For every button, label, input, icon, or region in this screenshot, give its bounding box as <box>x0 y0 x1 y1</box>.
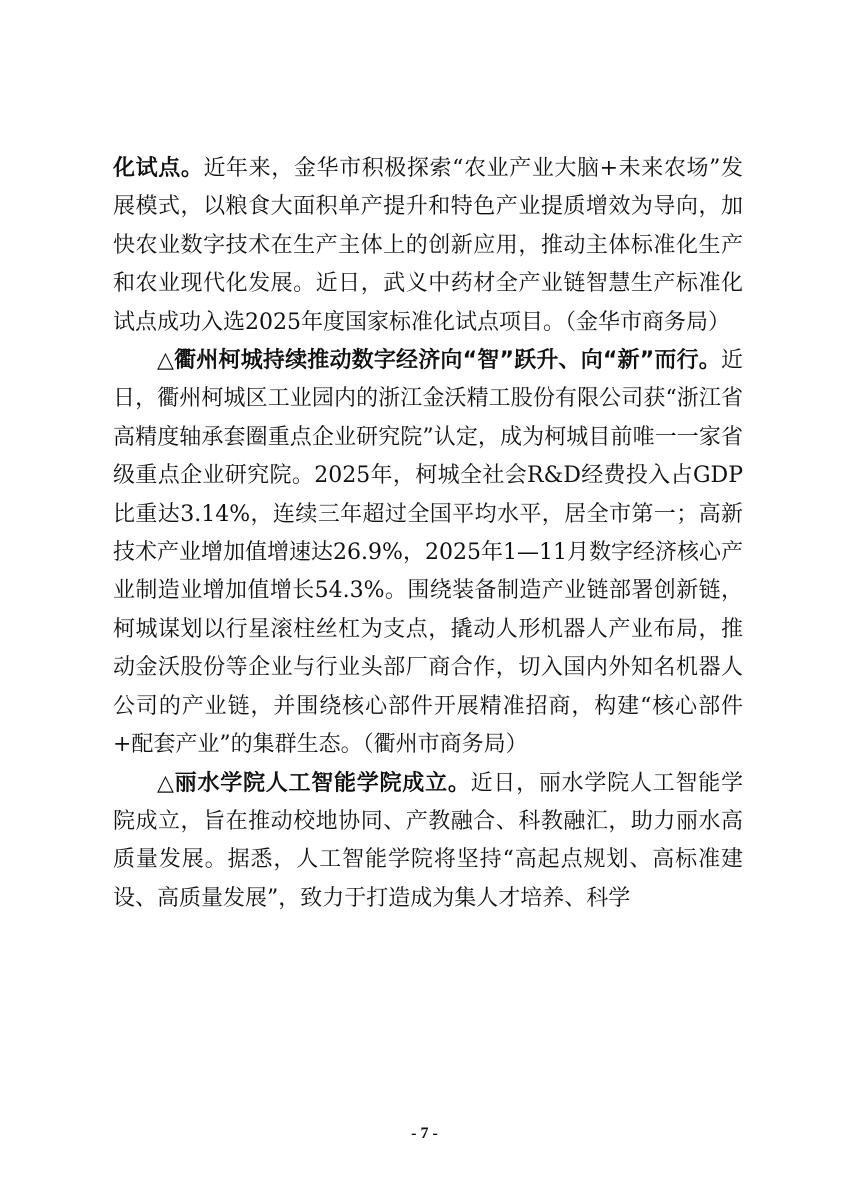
paragraph-text: 近日，丽水学院人工智能学院成立，旨在推动校地协同、产教融合、科教融汇，助力丽水高质量发展。据悉，人工智能学院将坚持“高起点规划、高标准建设、高质量发展”，致力于打造成为集人才培养、科学 <box>113 770 743 911</box>
paragraph-headline: 化试点。 <box>113 156 204 181</box>
paragraph-headline: △衢州柯城持续推动数字经济向“智”跃升、向“新”而行。 <box>157 348 721 374</box>
paragraph-lishui-ai-college <box>113 765 743 919</box>
paragraph-text: 近日，衢州柯城区工业园内的浙江金沃精工股份有限公司获“浙江省高精度轴承套圈重点企业研究院”认定，成为柯城目前唯一一家省级重点企业研究院。2025年，柯城全社会R&D经费投入占GDP比重达3.14%，连续三年超过全国平均水平，居全市第一；高新技术产业增加值增速达26.9%，2025年1—11月数字经济核心产业制造业增加值增长54.3%。围绕装备制造产业链部署创新链，柯城谋划以行星滚柱丝杠为支点，撬动人形机器人产业布局，推动金沃股份等企业与行业头部厂商合作，切入国内外知名机器人公司的产业链，并围绕核心部件开展精准招商，构建“核心部件+配套产业”的集群生态。（衢州市商务局） <box>113 348 743 758</box>
paragraph-text: 近年来，金华市积极探索“农业产业大脑+未来农场”发展模式，以粮食大面积单产提升和特色产业提质增效为导向，加快农业数字技术在生产主体上的创新应用，推动主体标准化生产和农业现代化发展。近日，武义中药材全产业链智慧生产标准化试点成功入选2025年度国家标准化试点项目。（金华市商务局） <box>113 156 743 335</box>
page-number: - 7 - <box>411 1125 438 1142</box>
document-body <box>113 150 743 918</box>
paragraph-jinhua <box>113 150 743 342</box>
paragraph-quzhou-kecheng <box>113 342 743 764</box>
paragraph-headline: △丽水学院人工智能学院成立。 <box>157 770 471 796</box>
